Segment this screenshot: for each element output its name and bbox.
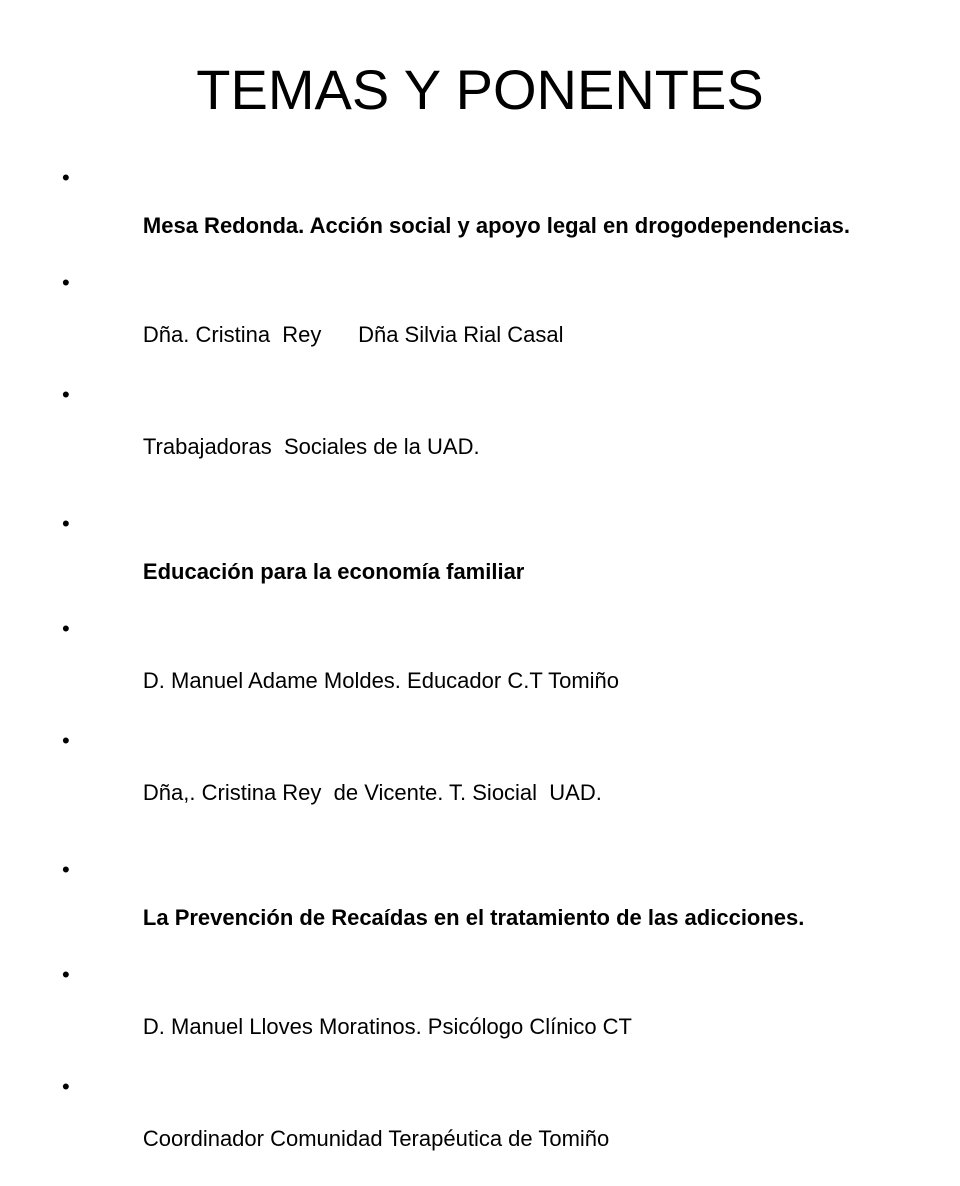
- bullet-icon: •: [62, 962, 70, 987]
- speaker-line: Coordinador Comunidad Terapéutica de Tomiño: [142, 1126, 610, 1151]
- list-item: [62, 512, 922, 608]
- bullet-icon: •: [62, 382, 70, 407]
- bullet-icon: •: [62, 165, 70, 190]
- bullet-icon: •: [62, 1074, 70, 1099]
- topic-group-2: [62, 512, 922, 832]
- bullet-icon: •: [62, 857, 70, 882]
- bullet-icon: •: [62, 270, 70, 295]
- slide-title: TEMAS Y PONENTES: [196, 58, 764, 121]
- topic-group-1: [62, 166, 922, 486]
- speaker-line: Dña,. Cristina Rey de Vicente. T. Siocial UAD.: [142, 780, 602, 805]
- speaker-line: Dña. Cristina Rey Dña Silvia Rial Casal: [142, 322, 564, 347]
- bullet-list: [62, 166, 922, 1186]
- topic-title: La Prevención de Recaídas en el tratamiento de las adicciones.: [142, 905, 805, 930]
- list-item: [62, 382, 922, 486]
- topic-title: Educación para la economía familiar: [142, 559, 525, 584]
- speaker-line: Trabajadoras Sociales de la UAD.: [142, 434, 480, 459]
- list-item: [62, 858, 922, 954]
- list-item: [62, 1074, 922, 1178]
- topic-title: Mesa Redonda. Acción social y apoyo legal en drogodependencias.: [142, 213, 850, 238]
- list-item: [62, 616, 922, 720]
- speaker-line: D. Manuel Lloves Moratinos. Psicólogo Clínico CT: [142, 1014, 632, 1039]
- list-item: [62, 728, 922, 832]
- bullet-icon: •: [62, 616, 70, 641]
- list-item: [62, 166, 922, 262]
- bullet-icon: •: [62, 511, 70, 536]
- speaker-line: D. Manuel Adame Moldes. Educador C.T Tomiño: [142, 668, 619, 693]
- list-item: [62, 270, 922, 374]
- bullet-icon: •: [62, 728, 70, 753]
- topic-group-3: [62, 858, 922, 1178]
- list-item: [62, 962, 922, 1066]
